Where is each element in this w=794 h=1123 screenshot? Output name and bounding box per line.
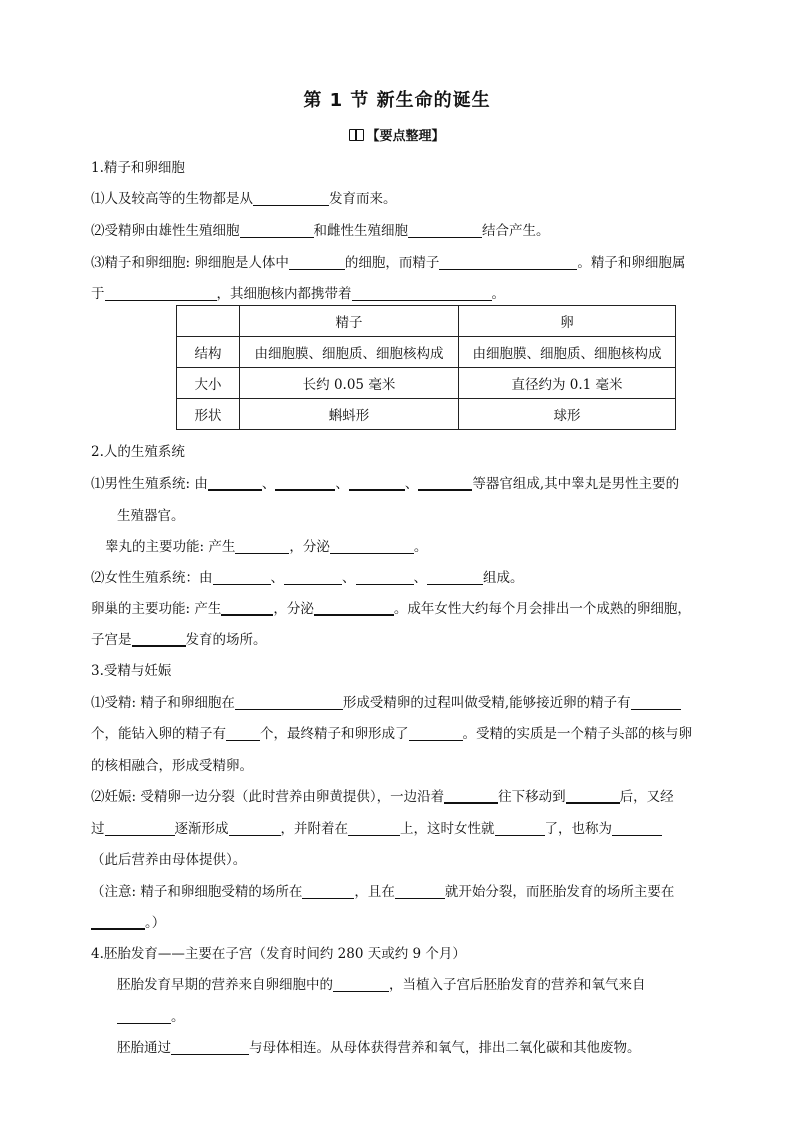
blank[interactable] (330, 539, 414, 554)
table-header-cell: 精子 (240, 306, 459, 337)
placenta-text-a: 胚胎通过 (117, 1040, 171, 1056)
q3-text-c: 。精子和卵细胞属 (577, 255, 686, 271)
q1-text-a: ⑴人及较高等的生物都是从 (91, 191, 253, 207)
fert-text-e: 。受精的实质是一个精子头部的核与卵 (462, 726, 692, 742)
separator: 、 (413, 570, 427, 586)
blank[interactable] (408, 223, 482, 238)
table-cell: 球形 (459, 399, 676, 430)
uterus-line (91, 628, 267, 648)
blank[interactable] (352, 286, 492, 301)
table-cell: 大小 (177, 368, 240, 399)
fert-line-1 (91, 691, 681, 711)
male-line-1 (91, 472, 679, 492)
blank[interactable] (348, 821, 400, 836)
subtitle-text: 【要点整理】 (366, 129, 445, 144)
fert-text-b: 形成受精卵的过程叫做受精,能够接近卵的精子有 (342, 695, 631, 711)
blank[interactable] (213, 570, 271, 585)
q3-line (91, 251, 685, 271)
preg-text-g: 上，这时女性就 (400, 821, 495, 837)
placenta-text-b: 与母体相连。从母体获得营养和氧气，排出二氧化碳和其他废物。 (249, 1040, 641, 1056)
q2-text-c: 结合产生。 (482, 223, 550, 239)
separator: 、 (270, 570, 284, 586)
embryo-line-2 (117, 1005, 185, 1025)
blank[interactable] (91, 914, 145, 930)
table-cell: 结构 (177, 337, 240, 368)
note-line-2 (91, 911, 165, 931)
blank[interactable] (418, 475, 472, 491)
separator: 、 (335, 476, 349, 492)
embryo-text-a: 胚胎发育早期的营养来自卵细胞中的 (117, 977, 333, 993)
fert-line-3: 的核相融合，形成受精卵。 (91, 758, 253, 774)
blank[interactable] (612, 821, 662, 836)
fert-text-d: 个，最终精子和卵形成了 (260, 726, 409, 742)
table-cell: 蝌蚪形 (240, 399, 459, 430)
blank[interactable] (229, 821, 281, 836)
note-line-1 (91, 880, 674, 900)
blank[interactable] (395, 884, 445, 899)
blank[interactable] (289, 255, 345, 270)
preg-line-2 (91, 817, 662, 837)
uterus-text-a: 子宫是 (91, 632, 132, 648)
blank[interactable] (105, 821, 175, 836)
page-title: 第 1 节 新生命的诞生 (303, 90, 491, 111)
table-header-row (177, 306, 676, 337)
table-cell: 由细胞膜、细胞质、细胞核构成 (459, 337, 676, 368)
q4-text-a: 于 (91, 286, 105, 302)
separator: 、 (404, 476, 419, 492)
female-line (91, 566, 524, 586)
male-line-2: 生殖器官。 (117, 508, 185, 524)
section-3-heading: 3.受精与妊娠 (91, 663, 172, 679)
section-1-heading: 1.精子和卵细胞 (91, 160, 185, 176)
blank[interactable] (253, 191, 329, 206)
fert-line-2 (91, 722, 692, 742)
blank[interactable] (226, 726, 260, 741)
section-subtitle (0, 125, 794, 144)
q3-text-a: ⑶精子和卵细胞: 卵细胞是人体中 (91, 255, 289, 271)
blank[interactable] (495, 821, 545, 836)
table-cell: 形状 (177, 399, 240, 430)
preg-text-h: 了，也称为 (544, 821, 612, 837)
q1-text-b: 发育而来。 (329, 191, 397, 207)
testis-function-line (105, 535, 427, 555)
note-text-c: 就开始分裂，而胚胎发育的场所主要在 (444, 884, 675, 900)
preg-text-d: 过 (91, 821, 105, 837)
table-header-cell: 卵 (459, 306, 676, 337)
preg-line-1 (91, 785, 674, 805)
separator: 、 (261, 476, 276, 492)
blank[interactable] (314, 600, 394, 616)
fert-text-a: ⑴受精: 精子和卵细胞在 (91, 695, 235, 711)
female-text-b: 组成。 (483, 570, 524, 586)
embryo-line-1 (117, 973, 646, 993)
blank[interactable] (235, 539, 289, 554)
q2-text-b: 和雌性生殖细胞 (313, 223, 408, 239)
testis-text-a: 睾丸的主要功能: 产生 (105, 539, 236, 555)
blank[interactable] (333, 977, 389, 992)
q4-line (91, 282, 505, 302)
blank[interactable] (631, 695, 681, 710)
q4-text-c: 。 (491, 286, 505, 302)
preg-line-3: （此后营养由母体提供）。 (91, 852, 247, 868)
ovary-text-b: ，分泌 (273, 601, 314, 617)
blank[interactable] (356, 570, 414, 585)
table-cell: 长约 0.05 毫米 (240, 368, 459, 399)
preg-text-e: 逐渐形成 (174, 821, 229, 837)
male-text-a: ⑴男性生殖系统: 由 (91, 476, 208, 492)
book-icon (349, 129, 364, 141)
sperm-egg-table (176, 305, 676, 430)
q2-line (91, 219, 550, 239)
note-text-a: （注意: 精子和卵细胞受精的场所在 (91, 884, 303, 900)
blank[interactable] (208, 475, 262, 491)
ovary-text-a: 卵巢的主要功能: 产生 (91, 601, 222, 617)
section-2-heading: 2.人的生殖系统 (91, 444, 185, 460)
blank[interactable] (439, 255, 577, 270)
separator: 、 (342, 570, 356, 586)
table-row (177, 337, 676, 368)
fert-text-c: 个，能钻入卵的精子有 (91, 726, 226, 742)
preg-text-b: 往下移动到 (498, 789, 566, 805)
blank[interactable] (349, 475, 405, 491)
note-text-b: ，且在 (354, 884, 395, 900)
q1-line (91, 187, 397, 207)
ovary-text-c: 。成年女性大约每个月会排出一个成熟的卵细胞， (393, 601, 691, 617)
testis-text-c: 。 (413, 539, 428, 555)
table-row (177, 399, 676, 430)
preg-text-c: 后，又经 (619, 789, 674, 805)
testis-text-b: ，分泌 (289, 539, 330, 555)
blank[interactable] (566, 788, 620, 804)
blank[interactable] (235, 695, 343, 710)
embryo-text-b: ，当植入子宫后胚胎发育的营养和氧气来自 (389, 977, 646, 993)
q3-text-b: 的细胞，而精子 (344, 255, 440, 271)
placenta-line (117, 1036, 641, 1056)
blank[interactable] (284, 570, 342, 585)
blank[interactable] (444, 788, 498, 804)
blank[interactable] (221, 600, 273, 616)
blank[interactable] (275, 475, 335, 491)
blank[interactable] (240, 223, 314, 238)
blank[interactable] (171, 1040, 249, 1055)
female-text-a: ⑵女性生殖系统：由 (91, 570, 213, 586)
q4-text-b: ，其细胞核内都携带着 (216, 286, 352, 302)
uterus-text-b: 发育的场所。 (185, 632, 267, 648)
q2-text-a: ⑵受精卵由雄性生殖细胞 (91, 223, 240, 239)
blank[interactable] (427, 570, 483, 585)
table-header-cell (177, 306, 240, 337)
preg-text-a: ⑵妊娠: 受精卵一边分裂（此时营养由卵黄提供），一边沿着 (91, 789, 445, 805)
preg-text-f: ，并附着在 (280, 821, 348, 837)
embryo-text-c: 。 (171, 1009, 185, 1025)
table-row (177, 368, 676, 399)
table-cell: 直径约为 0.1 毫米 (459, 368, 676, 399)
blank[interactable] (302, 884, 354, 899)
blank[interactable] (409, 726, 463, 741)
section-4-heading: 4.胚胎发育——主要在子宫（发育时间约 280 天或约 9 个月） (91, 946, 466, 962)
blank[interactable] (117, 1009, 171, 1024)
blank[interactable] (105, 286, 217, 301)
male-text-b: 等器官组成,其中睾丸是男性主要的 (472, 476, 680, 492)
blank[interactable] (132, 631, 186, 647)
ovary-function-line (91, 597, 691, 617)
note-text-d: 。） (145, 915, 166, 931)
table-cell: 由细胞膜、细胞质、细胞核构成 (240, 337, 459, 368)
